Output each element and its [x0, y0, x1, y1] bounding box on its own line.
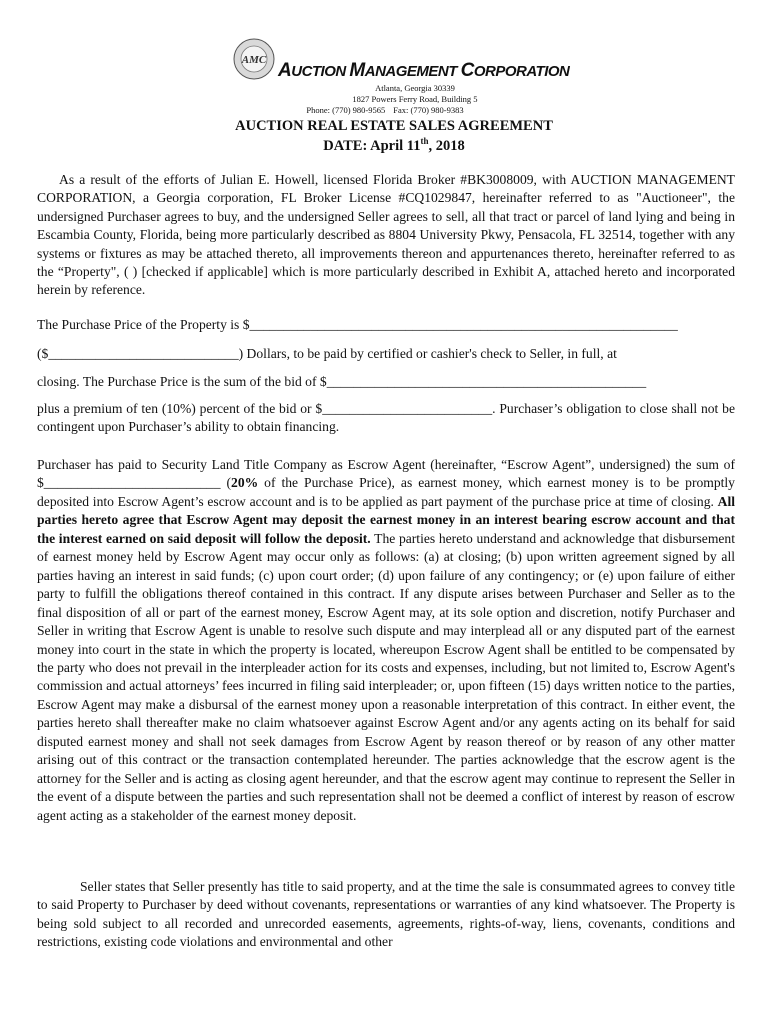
dollars-line: ($____________________________) Dollars, to be paid by certified or cashier's check to Seller, in full, at — [37, 346, 617, 361]
purchase-price-line: The Purchase Price of the Property is $_______________________________________________________________ — [37, 317, 678, 332]
address-phone-fax — [0, 105, 770, 115]
phone-number: Phone: (770) 980-9565 — [306, 105, 386, 115]
company-name: AUCTION MANAGEMENT CORPORATION — [278, 60, 570, 81]
paragraph-buyer-premium: plus a premium of ten (10%) percent of the bid or $_________________________. Purchaser’s obligation to close shall not be contingent upon Purchaser’s ability to obtain financing. — [37, 401, 735, 435]
address-street: 1827 Powers Ferry Road, Building 5 — [352, 94, 478, 104]
document-date: DATE: April 11th, 2018 — [323, 136, 465, 154]
paragraph-property-description: As a result of the efforts of Julian E. Howell, licensed Florida Broker #BK3008009, with AUCTION MANAGEMENT CORPORATION, a Georgia corporation, FL Broker License #CQ1029847, hereinafter referred to as "Auctioneer", the undersigned Purchaser agrees to buy, and the undersigned Seller agrees to sell, all that tract or parcel of land lying and being in Escambia County, Florida, being more particularly described as 8804 University Pkwy, Pensacola, FL 32514, together with any systems or fixtures as may be attached thereto, all improvements thereon and appurtenances thereto, hereinafter referred to as the “Property", ( ) [checked if applicable] which is more particularly described in Exhibit A, attached hereto and incorporated herein by reference. — [37, 172, 735, 298]
fax-number: Fax: (770) 980-9383 — [393, 105, 464, 115]
paragraph-earnest-money: Purchaser has paid to Security Land Title Company as Escrow Agent (hereinafter, “Escrow Agent”, undersigned) the sum of $__________________________ (20% of the Purchase Price), as earnest money, which earnest money is to be promptly deposited into Escrow Agent’s escrow account and is to be applied as part payment of the purchase price at time of closing. All parties hereto agree that Escrow Agent may deposit the earnest money in an interest bearing escrow account and that the interest earned on said deposit will follow the deposit. The parties hereto understand and acknowledge that disbursement of earnest money held by Escrow Agent may occur only as follows: (a) at closing; (b) upon written agreement signed by all parties having an interest in said funds; (c) upon court order; (d) upon failure of any contingency; or (e) upon failure of either party to fulfill the obligations thereof contained in this contract. If any dispute arises between Purchaser and Seller as to the final disposition of all or part of the earnest money, Escrow Agent may, at its sole option and discretion, notify Purchaser and Seller in writing that Escrow Agent is unable to resolve such dispute and may interplead all or any disputed part of the earnest money into court in the state in which the property is located, whereupon Escrow Agent shall be entitled to be compensated by the party who does not prevail in the interpleader action for its costs and expenses, including, but not limited to, Escrow Agent's commission and actual attorneys’ fees incurred in filing said interpleader; or, upon fifteen (15) days written notice to the parties, Escrow Agent may make a disbursal of the earnest money upon a reasonable interpretation of this contract. In either event, the parties hereto shall thereafter make no claim whatsoever against Escrow Agent and/or any agents acting on its behalf for said disputed earnest money and shall not seek damages from Escrow Agent by reason thereof or by reason of any other matter arising out of this contract or the transaction contemplated hereunder. The parties acknowledge that the escrow agent is the attorney for the Seller and is acting as closing agent hereunder, and that the escrow agent may continue to represent the Seller in the event of a dispute between the parties and such representation shall not be deemed a conflict of interest by reason of escrow agent acting as a stakeholder of the earnest money deposit. — [37, 457, 735, 823]
address-city: Atlanta, Georgia 30339 — [375, 83, 455, 93]
document-title: AUCTION REAL ESTATE SALES AGREEMENT — [235, 118, 553, 134]
bid-sum-line: closing. The Purchase Price is the sum of the bid of $_______________________________________________ — [37, 374, 647, 389]
paragraph-seller-title: Seller states that Seller presently has title to said property, and at the time the sale is consummated agrees to convey title to said Property to Purchaser by deed without covenants, representations or warranties of any kind whatsoever. The Property is being sold subject to all recorded and unrecorded easements, agreements, rights-of-way, liens, covenants, conditions and restrictions, existing code violations and environmental and other — [37, 879, 735, 950]
company-logo — [233, 38, 275, 80]
logo-monogram: AMC — [241, 54, 267, 66]
